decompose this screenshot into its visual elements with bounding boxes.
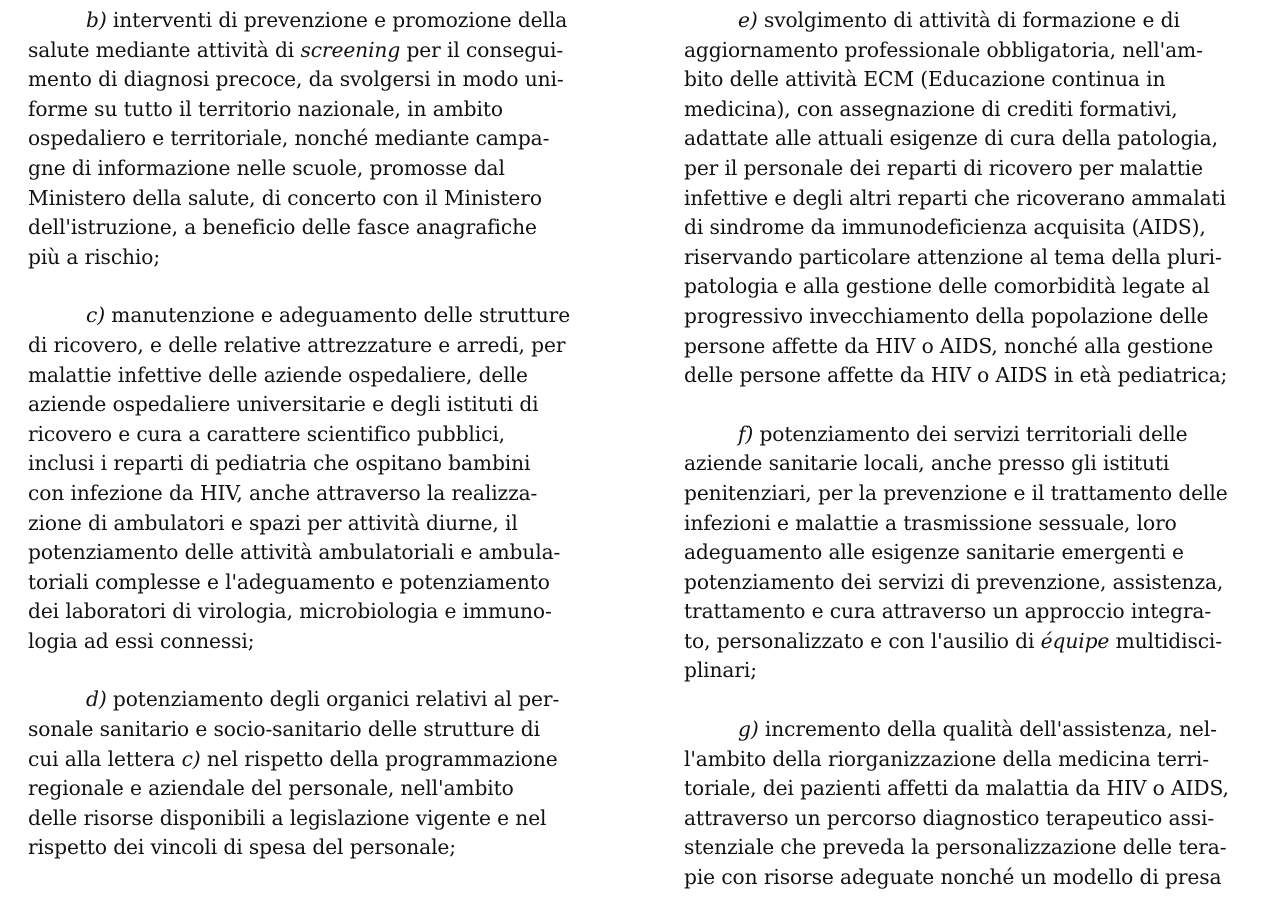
paragraph-f [684,420,1246,686]
text-line: infettive e degli altri reparti che ricoverano ammalati [684,185,1226,210]
item-label: b) [86,8,107,32]
text-line: pie con risorse adeguate nonché un modello di presa [684,865,1222,890]
text-line: logia ad essi connessi; [28,628,255,653]
text-line: l'ambito della riorganizzazione della medicina terri- [684,746,1209,771]
paragraph-c [28,301,588,656]
text-line: penitenziari, per la prevenzione e il trattamento delle [684,480,1228,505]
text-line: ricovero e cura a carattere scientifico pubblici, [28,421,505,446]
text-line: e) svolgimento di attività di formazione e di [738,8,1180,32]
text-line: riservando particolare attenzione al tema della pluri- [684,244,1222,269]
text-line: delle persone affette da HIV o AIDS in età pediatrica; [684,363,1228,388]
text-line: potenziamento dei servizi di prevenzione, assistenza, [684,569,1224,594]
text-line: bito delle attività ECM (Educazione continua in [684,67,1166,92]
paragraph-b [28,6,588,272]
text-line: persone affette da HIV o AIDS, nonché alla gestione [684,333,1214,358]
text-line: mento di diagnosi precoce, da svolgersi in modo uni- [28,67,564,92]
right-column [684,0,1246,893]
text-line: toriali complesse e l'adeguamento e potenziamento [28,569,550,594]
item-label: f) [738,421,754,446]
emphasis-text: c) [181,746,201,771]
text-line: g) incremento della qualità dell'assistenza, nel- [738,717,1217,742]
text-line: infezioni e malattie a trasmissione sessuale, loro [684,510,1177,535]
text-line: aggiornamento professionale obbligatoria, nell'am- [684,37,1203,62]
text-line: malattie infettive delle aziende ospedaliere, delle [28,362,528,387]
text-line: regionale e aziendale del personale, nell'ambito [28,776,514,801]
text-line: toriale, dei pazienti affetti da malattia da HIV o AIDS, [684,776,1229,801]
paragraph-e [684,6,1246,391]
text-line: medicina), con assegnazione di crediti formativi, [684,96,1178,121]
text-line: zione di ambulatori e spazi per attività diurne, il [28,510,518,535]
text-line: sonale sanitario e socio-sanitario delle strutture di [28,717,540,742]
text-line: di sindrome da immunodeficienza acquisita (AIDS), [684,215,1206,240]
text-line: to, personalizzato e con l'ausilio di équipe multidisci- [684,628,1222,653]
text-line: aziende sanitarie locali, anche presso gli istituti [684,451,1170,476]
text-line: delle risorse disponibili a legislazione vigente e nel [28,805,547,830]
text-line: progressivo invecchiamento della popolazione delle [684,303,1209,328]
text-line: adattate alle attuali esigenze di cura della patologia, [684,126,1218,151]
item-label: c) [86,303,105,328]
item-label: e) [738,8,758,32]
text-line: gne di informazione nelle scuole, promosse dal [28,155,505,180]
text-line: per il personale dei reparti di ricovero per malattie [684,155,1203,180]
text-line: aziende ospedaliere universitarie e degli istituti di [28,392,539,417]
text-line: dell'istruzione, a beneficio delle fasce anagrafiche [28,215,537,240]
text-line: più a rischio; [28,244,161,269]
item-label: g) [738,717,759,742]
text-line: di ricovero, e delle relative attrezzature e arredi, per [28,332,566,357]
emphasis-text: équipe [1040,628,1110,653]
text-line: patologia e alla gestione delle comorbidità legate al [684,274,1210,299]
text-line: Ministero della salute, di concerto con il Ministero [28,185,542,210]
text-line: f) potenziamento dei servizi territoriali delle [738,421,1188,446]
text-line: stenziale che preveda la personalizzazione delle tera- [684,835,1227,860]
text-line: forme su tutto il territorio nazionale, in ambito [28,96,503,121]
text-line: attraverso un percorso diagnostico terapeutico assi- [684,805,1215,830]
text-line: potenziamento delle attività ambulatoriali e ambula- [28,540,561,565]
text-line: dei laboratori di virologia, microbiologia e immuno- [28,599,552,624]
item-label: d) [86,687,107,712]
emphasis-text: screening [300,37,401,62]
text-line: ospedaliero e territoriale, nonché mediante campa- [28,126,550,151]
paragraph-g [684,715,1246,893]
text-line: con infezione da HIV, anche attraverso la realizza- [28,480,538,505]
text-line: b) interventi di prevenzione e promozione della [86,8,568,32]
text-line: salute mediante attività di screening per il consegui- [28,37,564,62]
text-line: inclusi i reparti di pediatria che ospitano bambini [28,451,531,476]
text-line: trattamento e cura attraverso un approccio integra- [684,599,1212,624]
paragraph-d [28,685,588,863]
text-line: d) potenziamento degli organici relativi al per- [86,687,560,712]
text-line: plinari; [684,658,757,683]
text-line: rispetto dei vincoli di spesa del personale; [28,835,456,860]
text-line: cui alla lettera c) nel rispetto della programmazione [28,746,558,771]
text-line: adeguamento alle esigenze sanitarie emergenti e [684,540,1184,565]
left-column [28,0,588,863]
text-line: c) manutenzione e adeguamento delle strutture [86,303,571,328]
